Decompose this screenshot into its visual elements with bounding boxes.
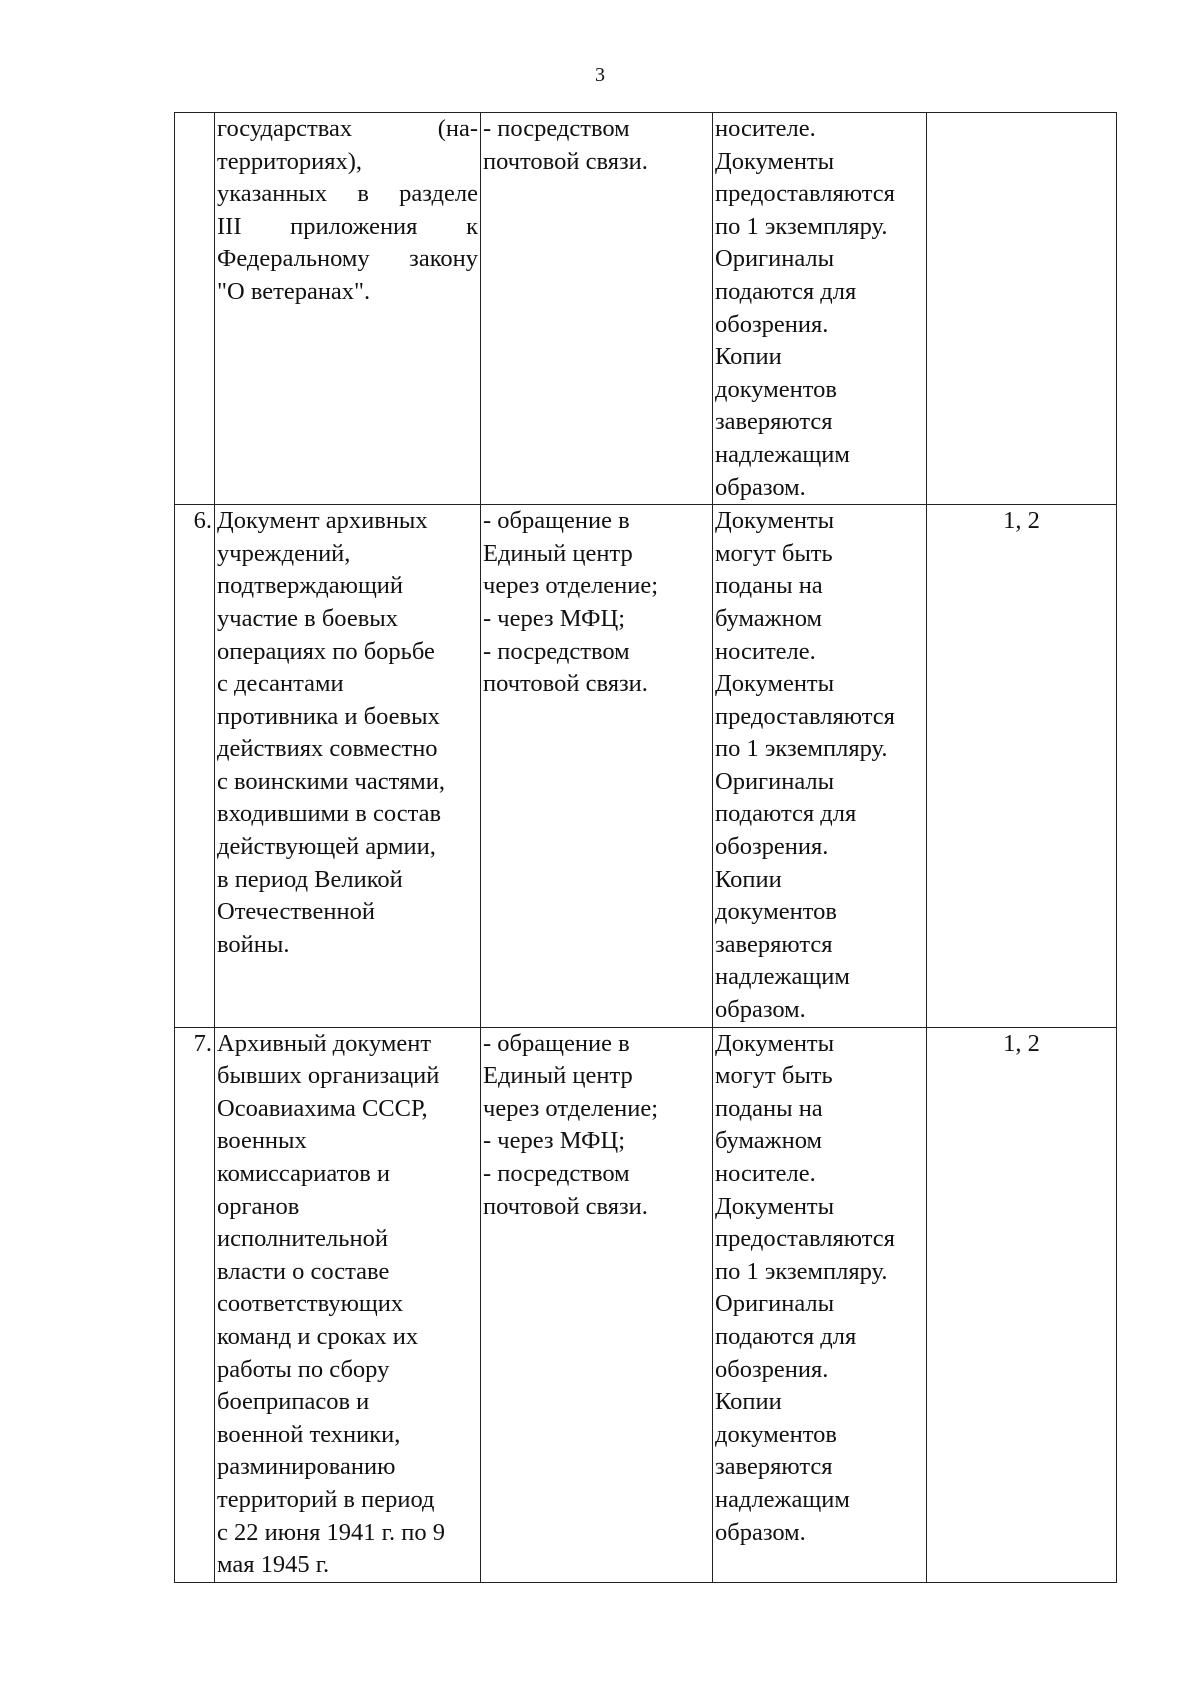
submission-method-line: - обращение в bbox=[483, 507, 630, 535]
document-line: в период Великой bbox=[217, 865, 403, 893]
document-line: действующей армии, bbox=[217, 833, 436, 861]
submission-method-line: через отделение; bbox=[483, 572, 659, 600]
document-line: разминированию bbox=[217, 1453, 396, 1481]
submission-requirements-line: носителе. bbox=[715, 115, 816, 142]
submission-requirements-line: надлежащим bbox=[715, 963, 850, 991]
submission-requirements-line: подаются для bbox=[715, 1322, 857, 1350]
document-line: военных bbox=[217, 1127, 307, 1155]
document-line: с воинскими частями, bbox=[217, 767, 445, 795]
submission-method-line: почтовой связи. bbox=[483, 670, 648, 698]
document-line: власти о составе bbox=[217, 1257, 390, 1285]
submission-method-line: - обращение в bbox=[483, 1029, 630, 1057]
submission-requirements-line: носителе. bbox=[715, 637, 816, 665]
document-line: бывших организаций bbox=[217, 1062, 440, 1090]
submission-method-line: - через МФЦ; bbox=[483, 604, 626, 632]
row-number-cell bbox=[175, 113, 215, 505]
document-line: исполнительной bbox=[217, 1225, 388, 1253]
submission-requirements-line: бумажном bbox=[715, 604, 822, 632]
document-line bbox=[217, 113, 478, 146]
submission-requirements-line: по 1 экземпляру. bbox=[715, 735, 888, 763]
submission-requirements-cell bbox=[713, 1027, 927, 1582]
submission-requirements-line: документов bbox=[715, 898, 837, 926]
document-line: боеприпасов и bbox=[217, 1388, 370, 1416]
document-word: закону bbox=[409, 245, 478, 273]
submission-requirements-cell bbox=[713, 113, 927, 505]
document-line bbox=[217, 211, 478, 244]
document-line: территориях), bbox=[217, 147, 362, 175]
document-line: с 22 июня 1941 г. по 9 bbox=[217, 1518, 445, 1546]
submission-requirements-line: обозрения. bbox=[715, 1355, 829, 1383]
submission-method-line: Единый центр bbox=[483, 1062, 633, 1090]
submission-requirements-cell bbox=[713, 505, 927, 1028]
document-line: с десантами bbox=[217, 670, 344, 698]
submission-requirements-line: Документы bbox=[715, 1029, 835, 1057]
submission-requirements-line: Документы bbox=[715, 1192, 835, 1220]
grounds-cell bbox=[927, 1027, 1117, 1582]
document-line: участие в боевых bbox=[217, 604, 398, 632]
submission-requirements-line: заверяются bbox=[715, 930, 833, 958]
document-line: команд и сроках их bbox=[217, 1322, 419, 1350]
document-line: Осоавиахима СССР, bbox=[217, 1094, 428, 1122]
submission-requirements-line: документов bbox=[715, 375, 837, 403]
document-line: Документ архивных bbox=[217, 507, 428, 535]
submission-method-cell bbox=[481, 1027, 713, 1582]
submission-requirements-line: Копии bbox=[715, 343, 782, 371]
submission-method-line: Единый центр bbox=[483, 539, 633, 567]
submission-requirements-line: бумажном bbox=[715, 1127, 822, 1155]
page-number: 3 bbox=[595, 64, 605, 86]
submission-method-cell bbox=[481, 505, 713, 1028]
document-word: Федеральному bbox=[217, 245, 370, 273]
document-word: в bbox=[357, 180, 369, 208]
document-line: учреждений, bbox=[217, 539, 351, 567]
submission-requirements-line: надлежащим bbox=[715, 1485, 850, 1513]
document-line: комиссариатов и bbox=[217, 1160, 391, 1187]
document-line: органов bbox=[217, 1192, 300, 1220]
submission-requirements-line: надлежащим bbox=[715, 440, 850, 468]
submission-requirements-line: заверяются bbox=[715, 408, 833, 436]
submission-method-line: почтовой связи. bbox=[483, 147, 648, 175]
submission-method-line: почтовой связи. bbox=[483, 1192, 648, 1220]
submission-requirements-line: документов bbox=[715, 1420, 837, 1448]
document-word: указанных bbox=[217, 180, 328, 208]
submission-requirements-line: предоставляются bbox=[715, 180, 895, 208]
document-line: Отечественной bbox=[217, 898, 375, 926]
submission-requirements-line: обозрения. bbox=[715, 833, 829, 861]
document-line: территорий в период bbox=[217, 1485, 435, 1513]
document-line bbox=[217, 178, 478, 211]
document-word: приложения bbox=[290, 212, 418, 240]
submission-requirements-line: Копии bbox=[715, 865, 782, 893]
document-word: к bbox=[466, 212, 478, 240]
document-word: III bbox=[217, 212, 242, 240]
submission-requirements-line: Оригиналы bbox=[715, 245, 835, 273]
submission-requirements-line: Оригиналы bbox=[715, 1290, 835, 1318]
documents-table bbox=[174, 112, 1117, 1583]
submission-method-line: - через МФЦ; bbox=[483, 1127, 626, 1155]
submission-requirements-line: могут быть bbox=[715, 539, 833, 567]
grounds-cell bbox=[927, 113, 1117, 505]
submission-requirements-line: образом. bbox=[715, 1518, 806, 1546]
table-row bbox=[175, 505, 1117, 1028]
grounds-value: 1, 2 bbox=[1003, 1029, 1040, 1057]
document-name-cell bbox=[215, 1027, 481, 1582]
submission-requirements-line: Документы bbox=[715, 147, 835, 175]
document-line: мая 1945 г. bbox=[217, 1551, 330, 1579]
submission-method-line: - посредством bbox=[483, 115, 630, 142]
document-line: соответствующих bbox=[217, 1290, 404, 1318]
document-line: войны. bbox=[217, 930, 290, 958]
submission-requirements-line: заверяются bbox=[715, 1453, 833, 1481]
row-number: 7. bbox=[193, 1029, 212, 1057]
submission-requirements-line: обозрения. bbox=[715, 310, 829, 338]
document-line: работы по сбору bbox=[217, 1355, 390, 1383]
submission-requirements-line: Копии bbox=[715, 1388, 782, 1416]
document-line: "О ветеранах". bbox=[217, 277, 371, 305]
document-line: Архивный документ bbox=[217, 1029, 432, 1057]
submission-method-cell bbox=[481, 113, 713, 505]
submission-requirements-line: Документы bbox=[715, 507, 835, 535]
submission-method-line: через отделение; bbox=[483, 1094, 659, 1122]
row-number-cell bbox=[175, 1027, 215, 1582]
grounds-value: 1, 2 bbox=[1003, 507, 1040, 535]
document-line: действиях совместно bbox=[217, 735, 438, 763]
submission-requirements-line: подаются для bbox=[715, 800, 857, 828]
table-row bbox=[175, 1027, 1117, 1582]
submission-requirements-line: поданы на bbox=[715, 1094, 823, 1122]
row-number: 6. bbox=[193, 507, 212, 535]
table-row bbox=[175, 113, 1117, 505]
document-line: военной техники, bbox=[217, 1420, 401, 1448]
submission-requirements-line: поданы на bbox=[715, 572, 823, 600]
document-line: подтверждающий bbox=[217, 572, 404, 600]
document-word: государствах bbox=[217, 115, 353, 142]
submission-requirements-line: носителе. bbox=[715, 1160, 816, 1187]
submission-requirements-line: могут быть bbox=[715, 1062, 833, 1090]
submission-requirements-line: образом. bbox=[715, 473, 806, 501]
submission-requirements-line: предоставляются bbox=[715, 1225, 895, 1253]
submission-requirements-line: подаются для bbox=[715, 277, 857, 305]
row-number-cell bbox=[175, 505, 215, 1028]
submission-requirements-line: образом. bbox=[715, 996, 806, 1024]
grounds-cell bbox=[927, 505, 1117, 1028]
submission-method-line: - посредством bbox=[483, 637, 630, 665]
document-line: операциях по борьбе bbox=[217, 637, 435, 665]
submission-requirements-line: по 1 экземпляру. bbox=[715, 1257, 888, 1285]
submission-requirements-line: предоставляются bbox=[715, 702, 895, 730]
document-name-cell bbox=[215, 113, 481, 505]
submission-requirements-line: Оригиналы bbox=[715, 767, 835, 795]
document-word: разделе bbox=[399, 180, 478, 208]
submission-method-line: - посредством bbox=[483, 1160, 630, 1187]
document-name-cell bbox=[215, 505, 481, 1028]
submission-requirements-line: Документы bbox=[715, 670, 835, 698]
document-word: (на- bbox=[437, 115, 478, 142]
document-line: входившими в состав bbox=[217, 800, 442, 828]
document-line: противника и боевых bbox=[217, 702, 440, 730]
document-line bbox=[217, 243, 478, 276]
submission-requirements-line: по 1 экземпляру. bbox=[715, 212, 888, 240]
